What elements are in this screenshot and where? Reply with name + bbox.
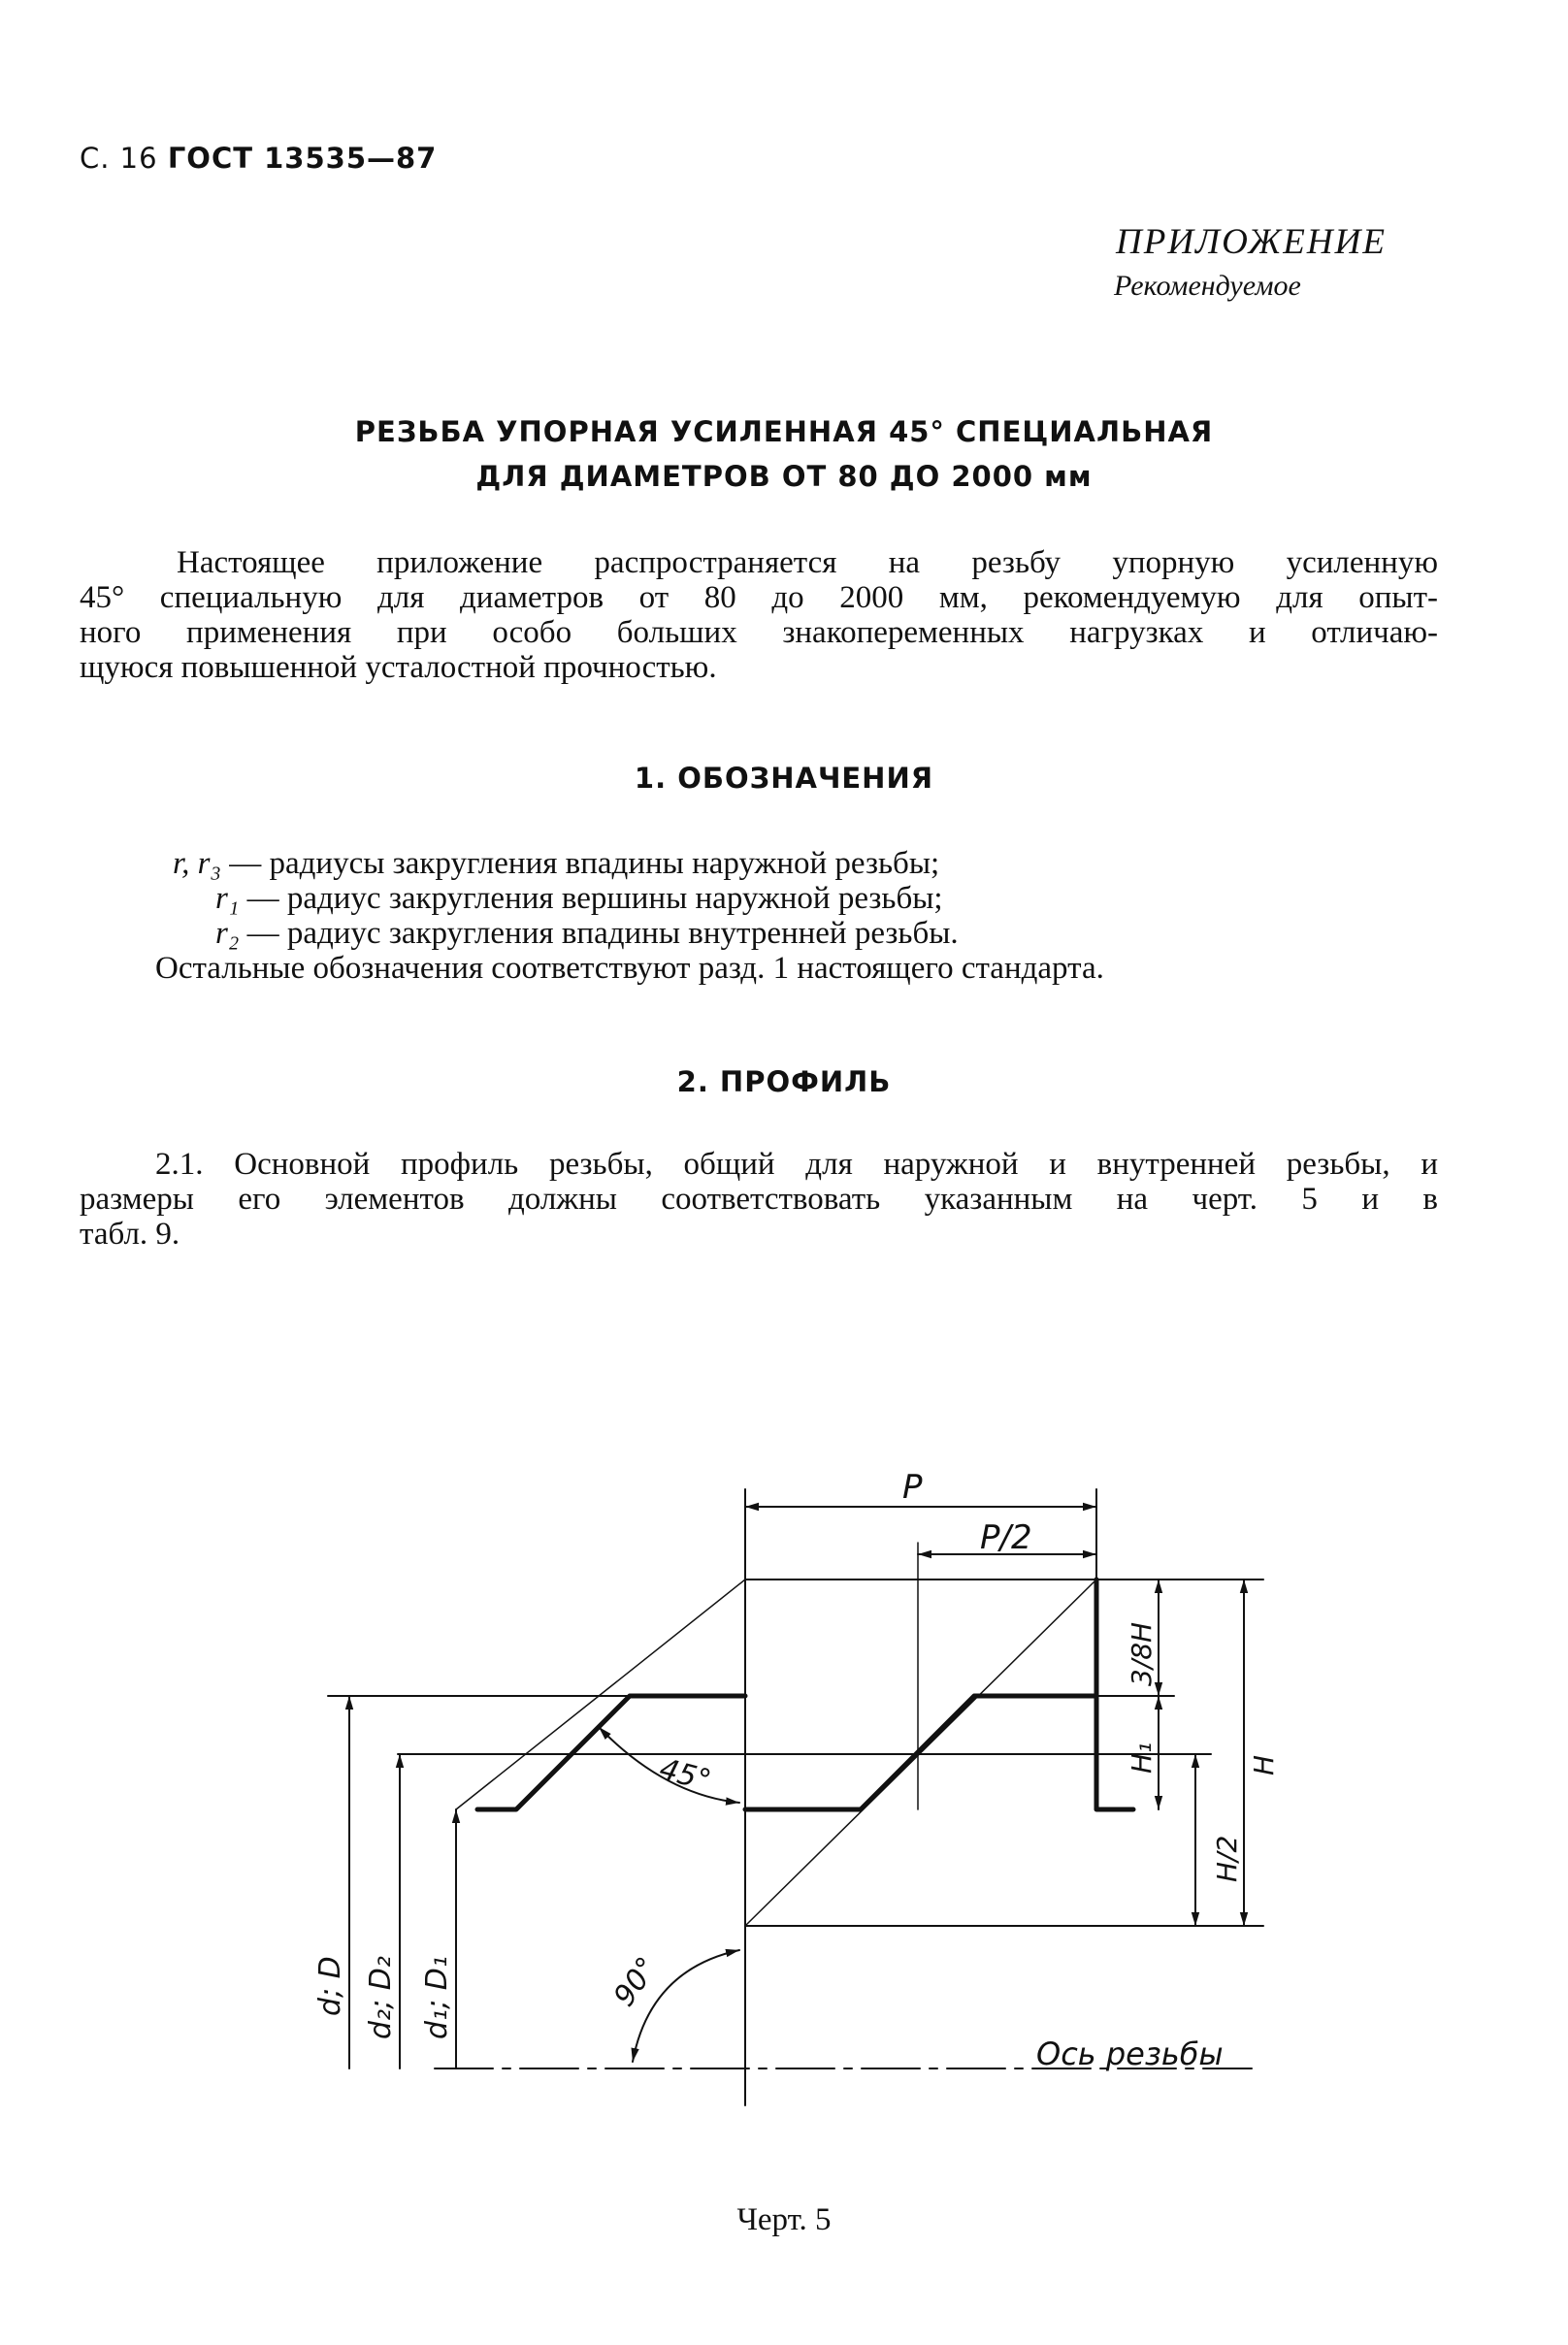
intro-line-2: 45° специальную для диаметров от 80 до 2000 мм, рекомендуемую для опыт- bbox=[80, 580, 1438, 615]
thread-profile-right bbox=[745, 1696, 1096, 1809]
definition-symbol: r₁ bbox=[215, 881, 240, 916]
definition-text: — радиусы закругления впадины наружной резьбы; bbox=[229, 846, 940, 881]
definition-r-r3 bbox=[173, 846, 939, 881]
label-h1: H₁ bbox=[1126, 1742, 1158, 1774]
appendix-status: Рекомендуемое bbox=[1114, 270, 1301, 302]
label-p-half: P/2 bbox=[980, 1518, 1032, 1557]
definition-r1 bbox=[215, 881, 943, 916]
profile-line-3: табл. 9. bbox=[80, 1217, 180, 1252]
figure-caption: Черт. 5 bbox=[736, 2202, 832, 2237]
label-p: P bbox=[902, 1468, 923, 1507]
label-three-eighths-h: 3/8H bbox=[1126, 1621, 1158, 1686]
intro-line-4: щуюся повышенной усталостной прочностью. bbox=[80, 650, 717, 685]
definition-r2 bbox=[215, 916, 959, 951]
label-d-d: d; D bbox=[313, 1956, 347, 2016]
appendix-label: ПРИЛОЖЕНИЕ bbox=[1116, 222, 1387, 262]
definition-symbol: r₂ bbox=[215, 916, 240, 951]
label-angle-45: 45° bbox=[655, 1751, 715, 1799]
intro-line-1: Настоящее приложение распространяется на резьбу упорную усиленную bbox=[177, 545, 1438, 580]
definitions-note: Остальные обозначения соответствуют разд. 1 настоящего стандарта. bbox=[155, 951, 1104, 986]
label-h: H bbox=[1248, 1754, 1280, 1775]
profile-line-1: 2.1. Основной профиль резьбы, общий для наружной и внутренней резьбы, и bbox=[155, 1147, 1438, 1182]
doc-title-line-1: РЕЗЬБА УПОРНАЯ УСИЛЕННАЯ 45° СПЕЦИАЛЬНАЯ bbox=[354, 415, 1214, 448]
section-2-heading: 2. ПРОФИЛЬ bbox=[676, 1065, 892, 1098]
label-d1-d1: d₁; D₁ bbox=[420, 1956, 454, 2039]
intro-line-3: ного применения при особо больших знакопеременных нагрузках и отличаю- bbox=[80, 615, 1438, 650]
thread-profile-drawing bbox=[0, 1455, 1568, 2183]
page-number: С. 16 bbox=[80, 142, 158, 175]
label-thread-axis: Ось резьбы bbox=[1036, 2036, 1224, 2072]
standard-number: ГОСТ 13535—87 bbox=[167, 142, 438, 175]
label-h-half: H/2 bbox=[1211, 1835, 1243, 1882]
doc-title-line-2: ДЛЯ ДИАМЕТРОВ ОТ 80 ДО 2000 мм bbox=[475, 460, 1093, 493]
label-angle-90: 90° bbox=[606, 1950, 666, 2013]
profile-line-2: размеры его элементов должны соответствовать указанным на черт. 5 и в bbox=[80, 1182, 1438, 1217]
definition-symbol: r, r₃ bbox=[173, 846, 221, 881]
section-1-heading: 1. ОБОЗНАЧЕНИЯ bbox=[634, 762, 934, 795]
definition-text: — радиус закругления вершины наружной резьбы; bbox=[246, 881, 943, 916]
page-header bbox=[80, 142, 437, 175]
definition-text: — радиус закругления впадины внутренней резьбы. bbox=[246, 916, 959, 951]
thread-profile-tail bbox=[1096, 1580, 1133, 1809]
label-d2-d2: d₂; D₂ bbox=[364, 1956, 398, 2039]
